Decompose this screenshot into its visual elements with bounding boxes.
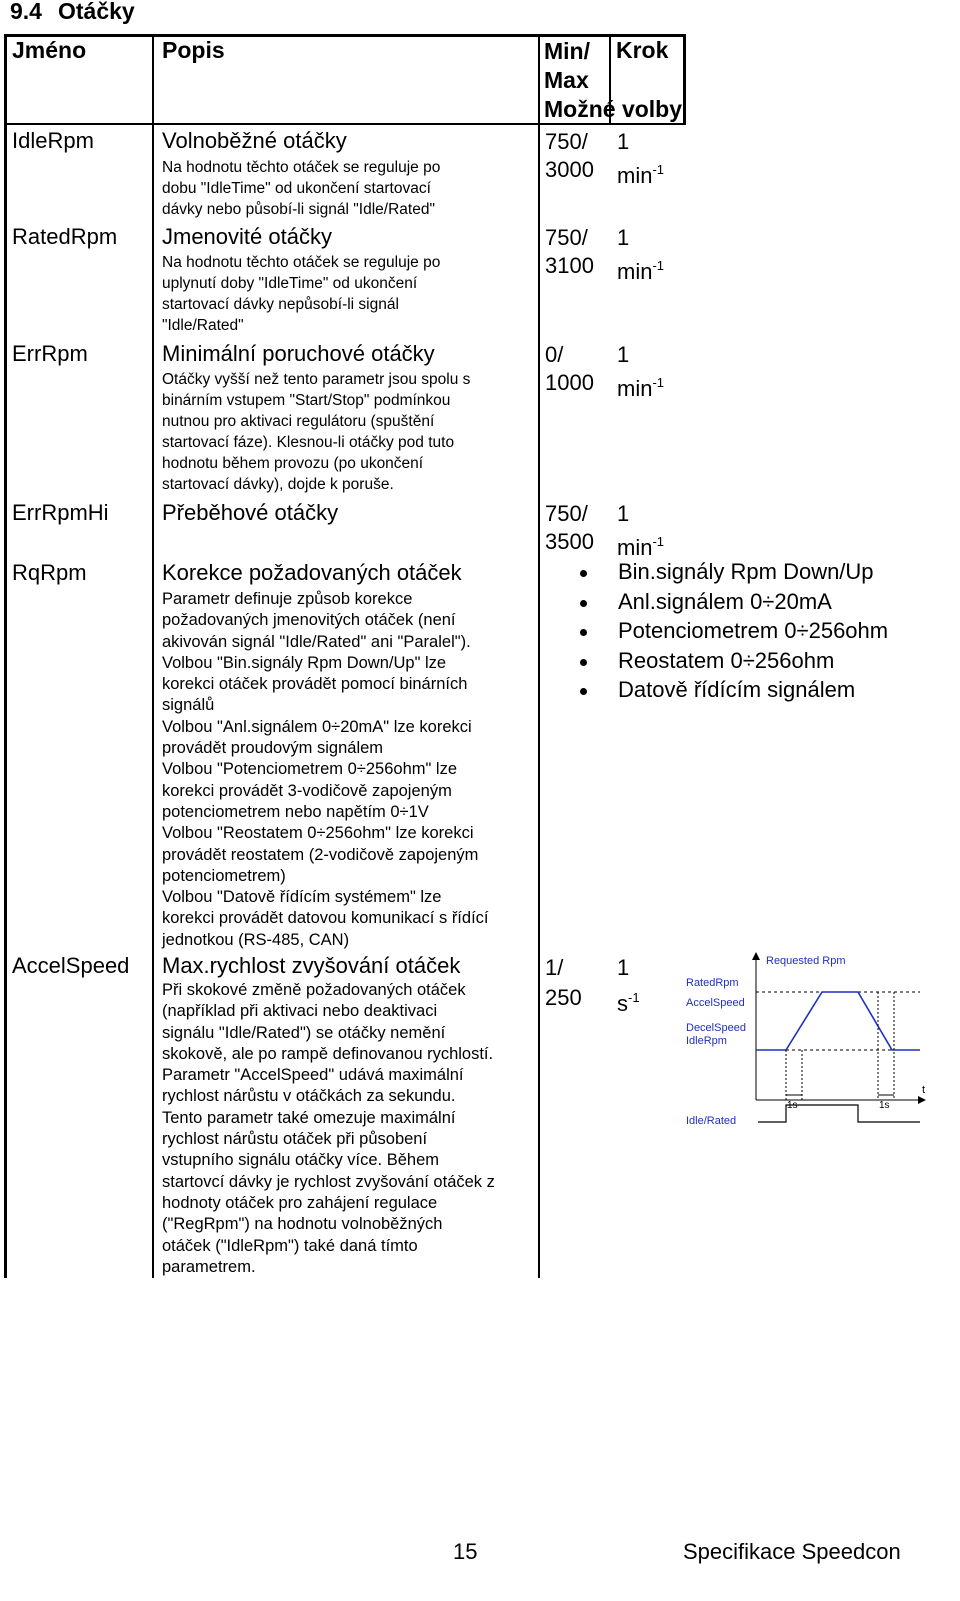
label-1s-b: 1s [879, 1100, 890, 1111]
rqrpm-options-list [580, 559, 888, 707]
row-title-rqrpm: Korekce požadovaných otáček [162, 560, 462, 585]
row-step-errrpmhi: 1 $\min^{-1}$ [617, 501, 665, 560]
row-step-errrpm: 1 $\min^{-1}$ [617, 342, 665, 401]
table-left-border [4, 34, 7, 1278]
row-desc-idlerpm: Na hodnotu těchto otáček se reguluje po dobu "IdleTime" od ukončení startovací dávky nebo působí-li signál "Idle/Rated" [162, 159, 441, 218]
row-name-idlerpm: IdleRpm [12, 128, 94, 153]
row-name-rqrpm: RqRpm [12, 560, 87, 585]
row-desc-accelspeed: Při skokové změně požadovaných otáček (například při aktivaci nebo deaktivaci signálu "Idle/Rated") se otáčky nemění skokově, ale po rampě definovanou rychlostí. Parametr "AccelSpeed" udává maximální rychlost nárůstu v otáčkách za sekundu. Tento parametr také omezuje maximální rychlost nárůstu otáček při působení vstupního signálu otáčky více. Během startovcí dávky je rychlost zvyšování otáček z hodnoty otáček pro zahájení regulace ("RegRpm") na hodnotu volnoběžných otáček ("IdleRpm") také daná tímto parametrem. [162, 981, 495, 1276]
x-axis-arrow-icon [918, 1096, 926, 1104]
row-title-ratedrpm: Jmenovité otáčky [162, 224, 332, 249]
option-item: Bin.signály Rpm Down/Up [580, 559, 888, 589]
row-step-idlerpm: 1 $\min^{-1}$ [617, 129, 665, 188]
ramp-diagram [682, 950, 942, 1140]
section-title: Otáčky [57, 0, 135, 24]
header-min: Min/ [544, 38, 590, 64]
row-minmax-idlerpm: 750/ 3000 [545, 129, 594, 182]
header-desc: Popis [162, 37, 225, 63]
row-desc-rqrpm: Parametr definuje způsob korekce požadovaných jmenovitých otáček (není akivován signál "Idle/Rated" ani "Paralel"). Volbou "Bin.signály Rpm Down/Up" lze korekci otáček provádět pomocí binárních signálů Volbou "Anl.signálem 0÷20mA" lze korekci provádět proudovým signálem Volbou "Potenciometrem 0÷256ohm" lze korekci provádět 3-vodičově zapojeným potenciometrem nebo napětím 0÷1V Volbou "Reostatem 0÷256ohm" lze korekci provádět reostatem (2-vodičově zapojeným potenciometrem) Volbou "Datově řídícím systémem" lze korekci provádět datovou komunikací s řídící jednotkou (RS-485, CAN) [162, 590, 489, 949]
header-step: Krok [616, 37, 669, 63]
option-item: Anl.signálem 0÷20mA [580, 589, 888, 619]
option-item: Potenciometrem 0÷256ohm [580, 618, 888, 648]
row-minmax-ratedrpm: 750/ 3100 [545, 225, 594, 278]
section-heading [10, 0, 135, 25]
table-right-border [683, 34, 686, 125]
page-number: 15 [453, 1539, 478, 1564]
label-accel: AccelSpeed [686, 997, 745, 1009]
row-step-accelspeed: 1 $s^{-1}$ [617, 955, 640, 1016]
col-divider-2 [538, 34, 540, 1278]
header-options: Možné volby [544, 96, 683, 122]
row-minmax-errrpmhi: 750/ 3500 [545, 501, 594, 554]
row-name-errrpmhi: ErrRpmHi [12, 500, 109, 525]
label-decel: DecelSpeed [686, 1022, 746, 1034]
row-name-accelspeed: AccelSpeed [12, 953, 130, 978]
label-t: t [922, 1084, 926, 1096]
label-1s-a: 1s [787, 1100, 798, 1111]
row-title-accelspeed: Max.rychlost zvyšování otáček [162, 953, 461, 978]
row-step-ratedrpm: 1 $\min^{-1}$ [617, 225, 665, 284]
header-divider [4, 123, 686, 125]
header-name: Jméno [12, 37, 87, 63]
option-item: Datově řídícím signálem [580, 677, 888, 707]
label-requested: Requested Rpm [766, 955, 846, 967]
row-name-ratedrpm: RatedRpm [12, 224, 118, 249]
label-idle-rated: Idle/Rated [686, 1115, 737, 1127]
header-max: Max [544, 67, 589, 93]
header-minmax [544, 37, 590, 95]
y-axis-arrow-icon [752, 952, 760, 960]
row-title-errrpm: Minimální poruchové otáčky [162, 341, 435, 366]
section-number: 9.4 [10, 0, 42, 24]
row-desc-ratedrpm: Na hodnotu těchto otáček se reguluje po uplynutí doby "IdleTime" od ukončení startovací dávky nepůsobí-li signál "Idle/Rated" [162, 254, 441, 334]
row-name-errrpm: ErrRpm [12, 341, 88, 366]
document-name: Specifikace Speedcon [683, 1539, 901, 1564]
label-rated: RatedRpm [686, 977, 739, 989]
idle-rated-signal [758, 1105, 920, 1122]
row-minmax-errrpm: 0/ 1000 [545, 342, 594, 395]
row-desc-errrpm: Otáčky vyšší než tento parametr jsou spolu s binárním vstupem "Start/Stop" podmínkou nutnou pro aktivaci regulátoru (spuštění startovací fáze). Klesnou-li otáčky pod tuto hodnotu během provozu (po ukončení startovací dávky), dojde k poruše. [162, 371, 471, 493]
option-item: Reostatem 0÷256ohm [580, 648, 888, 678]
requested-rpm-curve [758, 992, 920, 1050]
row-title-idlerpm: Volnoběžné otáčky [162, 128, 347, 153]
label-idle: IdleRpm [686, 1035, 727, 1047]
col-divider-1 [152, 34, 154, 1278]
row-minmax-accelspeed: 1/ 250 [545, 955, 582, 1010]
row-title-errrpmhi: Přeběhové otáčky [162, 500, 339, 525]
